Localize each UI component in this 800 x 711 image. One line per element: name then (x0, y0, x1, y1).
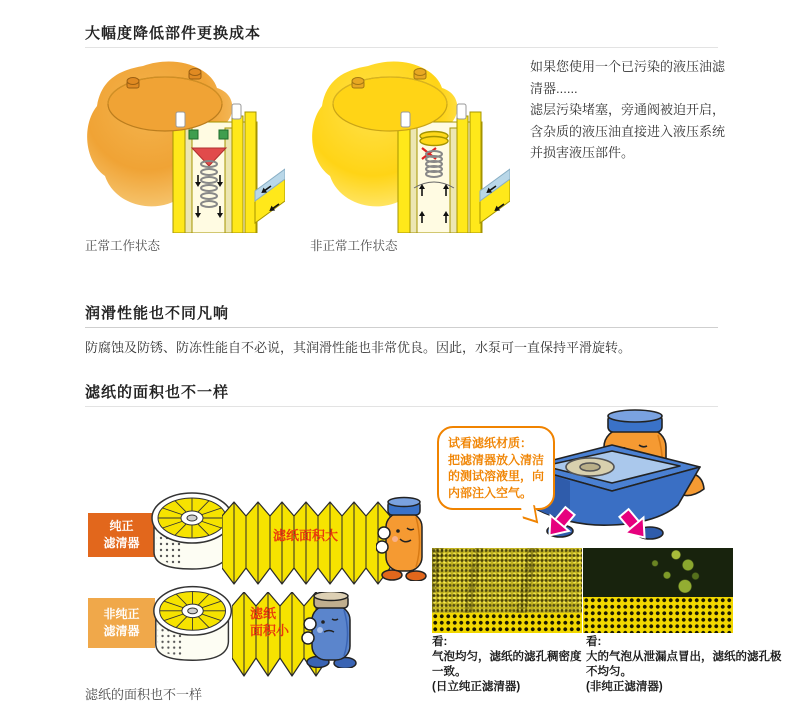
caption-lead: 看: (432, 636, 448, 648)
genuine-filter-badge (88, 513, 155, 557)
filter-cutaway-abnormal-illustration (310, 58, 510, 233)
section-lubrication-heading: 润滑性能也不同凡响 (85, 305, 230, 322)
paper-area-bottom-caption: 滤纸的面积也不一样 (85, 687, 203, 702)
warning-line: 滤层污染堵塞，旁通阀被迫开启， (530, 102, 726, 117)
section-divider (85, 47, 718, 48)
caption-source: (非纯正滤清器) (586, 681, 663, 693)
non-genuine-filter-badge (88, 598, 155, 648)
test-speech-bubble (437, 426, 555, 510)
section-paper-heading: 滤纸的面积也不一样 (85, 384, 230, 401)
filter-cutaway-normal-illustration (85, 58, 285, 233)
caption-text: 气泡均匀，滤纸的滤孔稠密度一致。 (432, 651, 582, 678)
caption-lead: 看: (586, 636, 602, 648)
section-cost-heading: 大幅度降低部件更换成本 (85, 25, 262, 42)
lubrication-body-text: 防腐蚀及防锈、防冻性能自不必说，其润滑性能也非常优良。因此，水泵可一直保持平滑旋转。 (85, 340, 632, 355)
photo-caption-genuine (432, 635, 584, 695)
diagram-caption-abnormal: 非正常工作状态 (310, 239, 398, 253)
label-paper-area-small (250, 605, 289, 639)
badge-line: 非纯正 (103, 607, 140, 621)
speech-bubble-box (437, 426, 555, 510)
orange-filter-mascot (376, 495, 432, 581)
bubble-line: 的测试溶液里，向 (448, 469, 545, 483)
label-line: 滤纸 (250, 606, 277, 621)
badge-line: 纯正 (109, 519, 134, 533)
caption-source: (日立纯正滤清器) (432, 681, 521, 693)
warning-line: 如果您使用一个已污染的液压油滤 (530, 59, 726, 74)
photo-non-genuine-bubble-test (583, 548, 733, 633)
filter-mesh-band (583, 597, 733, 633)
badge-line: 滤清器 (103, 624, 140, 638)
label-line: 面积小 (250, 623, 290, 638)
photo-caption-non-genuine (586, 635, 790, 695)
filter-mesh-band (432, 613, 582, 633)
warning-line: 并损害液压部件。 (530, 145, 635, 160)
filter-element-non-genuine-illustration (149, 576, 241, 668)
warning-line: 含杂质的液压油直接进入液压系统 (530, 123, 726, 139)
warning-line: 清器...... (530, 80, 578, 96)
label-paper-area-large: 滤纸面积大 (273, 528, 339, 543)
photo-genuine-bubble-test (432, 548, 582, 633)
caption-text: 大的气泡从泄漏点冒出，滤纸的滤孔极不均匀。 (586, 651, 782, 678)
badge-line: 滤清器 (103, 536, 140, 550)
section-divider (85, 327, 718, 328)
contaminated-filter-warning-text (530, 56, 725, 164)
bubble-line: 试看滤纸材质： (448, 436, 533, 450)
bubble-line: 内部注入空气。 (448, 485, 533, 500)
diagram-caption-normal: 正常工作状态 (85, 239, 161, 253)
blue-filter-mascot (298, 592, 362, 668)
bubble-line: 把滤清器放入清洁 (448, 452, 545, 467)
